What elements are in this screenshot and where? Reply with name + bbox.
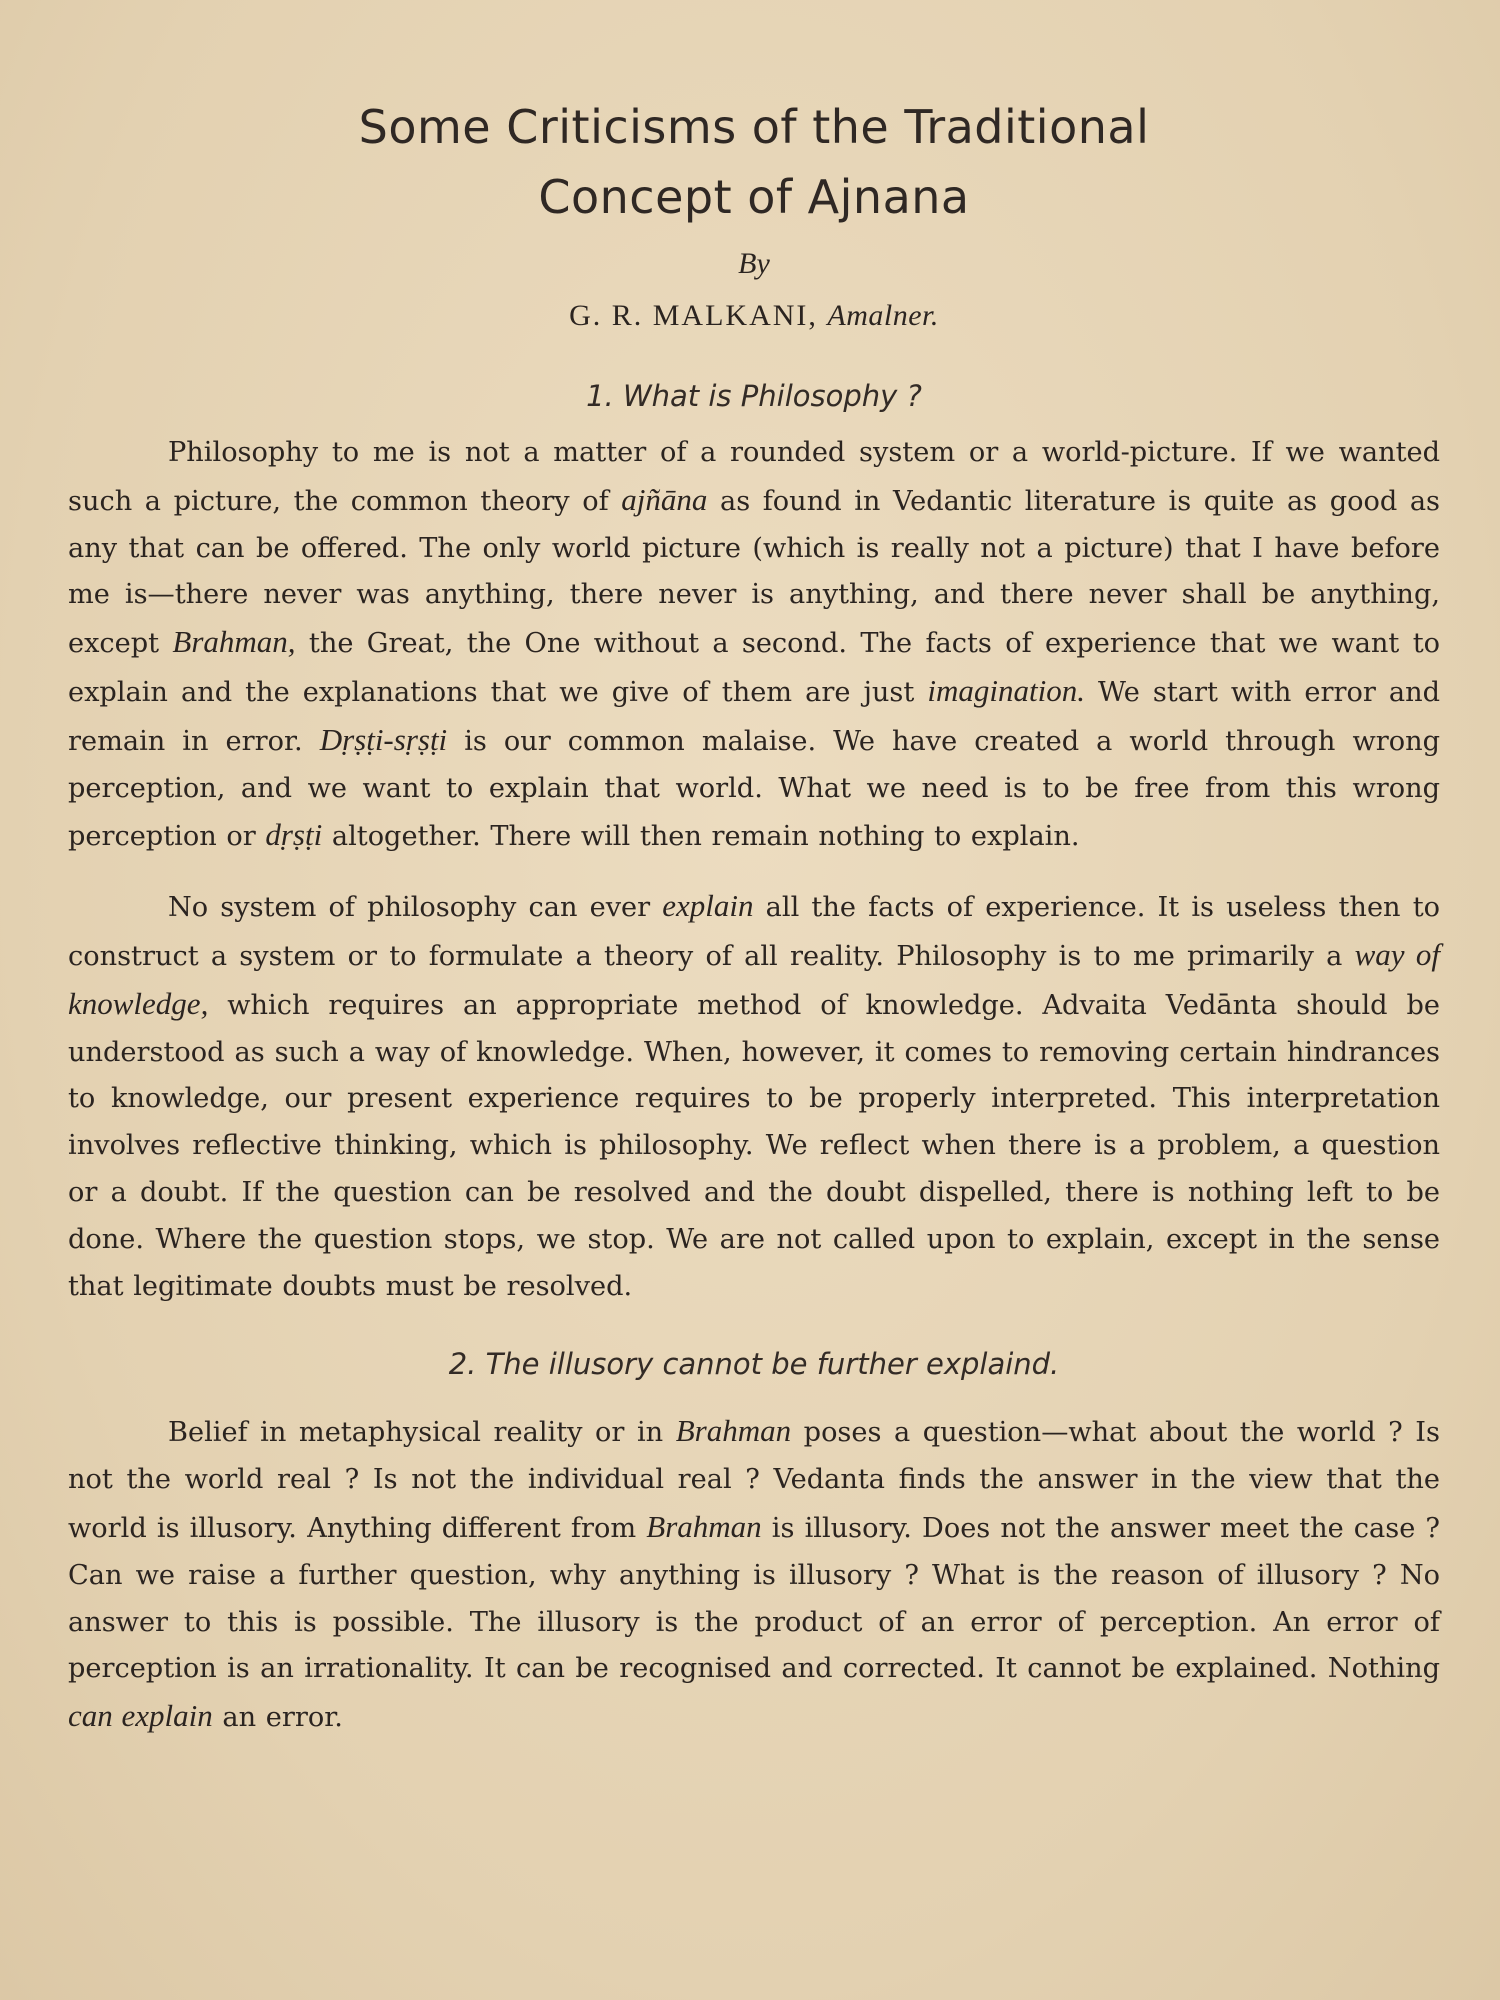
title-line-1: Some Criticisms of the Traditional xyxy=(358,100,1150,154)
italic-term: ajñāna xyxy=(621,481,708,517)
italic-term: dṛṣṭi xyxy=(265,817,323,853)
italic-term: explain xyxy=(662,888,754,924)
text-run: all the facts of experience. It is useless then to construct a system or to formulate a theory of all reality. Philosophy is to me primarily a xyxy=(68,892,1440,972)
text-run: No system of philosophy can ever xyxy=(168,892,663,924)
text-run: We start with error and remain in error. xyxy=(68,676,1440,757)
text-run: which requires an appropriate method of knowledge. Advaita Vedānta should be understood as such a way of knowledge. When, however, it comes to removing certain hindrances to knowledge, our present experience requires to be properly interpreted. This interpretation involves reflective thinking, which is philosophy. We reflect when there is a problem, a question or a doubt. If the question can be resolved and the doubt dispelled, there is nothing left to be done. Where the question stops, we stop. We are not called upon to explain, except in the sense that legitimate doubts must be resolved. xyxy=(68,989,1440,1302)
byline: By xyxy=(738,247,770,280)
text-run: poses a question—what about the world ? Is not the world real ? Is not the individual real ? Vedanta finds the answer in the view that the world is illusory. Anything different from xyxy=(68,1417,1440,1544)
section-heading-1: 1. What is Philosophy ? xyxy=(586,379,922,413)
paragraph xyxy=(68,883,1440,1310)
italic-term: way of knowledge, xyxy=(68,936,1440,1021)
text-run: is illusory. Does not the answer meet the case ? Can we raise a further question, why anything is illusory ? What is the reason of illusory ? No answer to this is possible. The illusory is the product of an error of perception. An error of perception is an irrationality. It can be recognised and corrected. It cannot be explained. Nothing xyxy=(68,1512,1440,1685)
section-heading-2: 2. The illusory cannot be further explaind. xyxy=(448,1347,1060,1382)
italic-term: Brahman xyxy=(675,1413,792,1449)
text-run: Belief in metaphysical reality or in xyxy=(168,1417,676,1449)
paragraph xyxy=(68,430,1440,861)
italic-term: Brahman xyxy=(646,1508,762,1544)
text-run: as found in Vedantic literature is quite as good as any that can be offered. The only world picture (which is really not a picture) that I have before me is—there never was anything, there never is anything, and there never shall be anything, except xyxy=(68,485,1440,660)
text-run: Philosophy to me is not a matter of a rounded system or a world-picture. If we wanted such a picture, the common theory of xyxy=(68,437,1440,517)
italic-term: can explain xyxy=(68,1698,213,1734)
text-run: altogether. There will then remain nothing to explain. xyxy=(322,821,1080,853)
italic-term: Brahman, xyxy=(172,624,296,660)
text-run: the Great, the One without a second. The facts of experience that we want to explain and the explanations that we give of them are just xyxy=(68,628,1440,708)
italic-term: Dṛṣṭi-sṛṣṭi xyxy=(319,721,448,757)
text-run: an error. xyxy=(212,1702,343,1734)
author-name: G. R. MALKANI, xyxy=(569,299,818,332)
author-location: Amalner. xyxy=(827,299,939,332)
italic-term: imagination. xyxy=(927,672,1085,708)
title-line-2: Concept of Ajnana xyxy=(538,170,970,224)
article-title xyxy=(68,0,1440,232)
text-run: is our common malaise. We have created a world through wrong perception, and we want to explain that world. What we need is to be free from this wrong perception or xyxy=(68,725,1440,853)
author-line xyxy=(68,296,1440,336)
paragraph xyxy=(68,1408,1440,1742)
